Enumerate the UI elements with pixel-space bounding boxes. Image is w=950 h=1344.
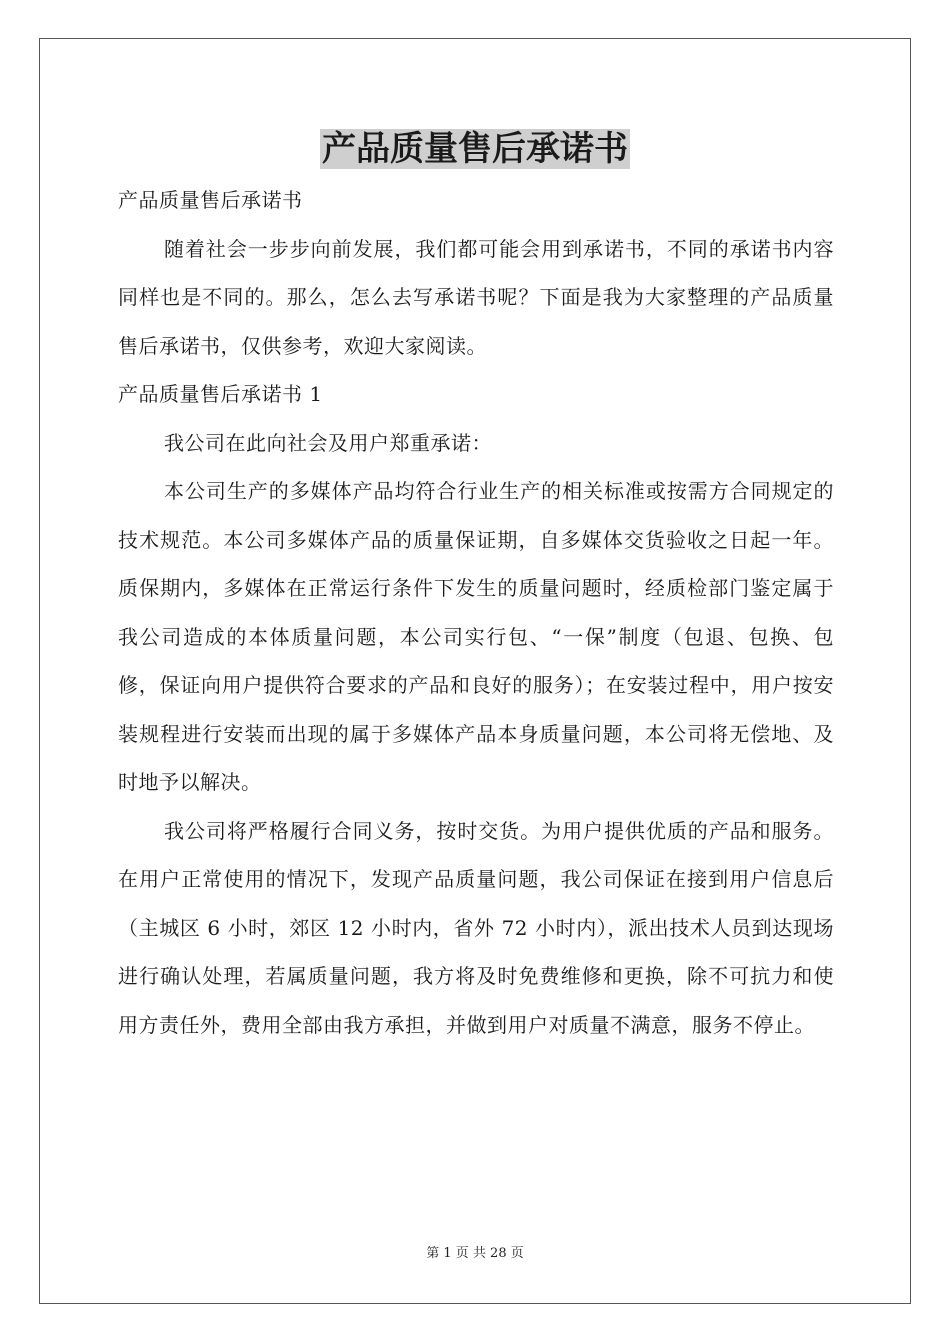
paragraph-section-heading: 产品质量售后承诺书 1 bbox=[118, 382, 323, 406]
paragraph-service-response: 我公司将严格履行合同义务，按时交货。为用户提供优质的产品和服务。在用户正常使用的情况下，发现产品质量问题，我公司保证在接到用户信息后（主城区 6 小时，郊区 12 小时内，省外 72 小时内），派出技术人员到达现场进行确认处理，若属质量问题，我方将及时免费维修和更换，除不可抗力和使用方责任外，费用全部由我方承担，并做到用户对质量不满意，服务不停止。 bbox=[118, 818, 834, 1037]
title-text: 产品质量售后承诺书 bbox=[322, 129, 628, 169]
paragraph-subtitle: 产品质量售后承诺书 bbox=[118, 188, 303, 212]
document-body bbox=[118, 176, 834, 1049]
page-footer bbox=[0, 1244, 950, 1264]
paragraph-pledge-opening: 我公司在此向社会及用户郑重承诺： bbox=[164, 430, 492, 455]
document-title bbox=[0, 124, 950, 174]
page-number: 第 1 页 共 28 页 bbox=[426, 1246, 524, 1261]
paragraph-intro: 随着社会一步步向前发展，我们都可能会用到承诺书，不同的承诺书内容同样也是不同的。那么，怎么去写承诺书呢？下面是我为大家整理的产品质量售后承诺书，仅供参考，欢迎大家阅读。 bbox=[118, 236, 834, 358]
paragraph-quality-warranty: 本公司生产的多媒体产品均符合行业生产的相关标准或按需方合同规定的技术规范。本公司多媒体产品的质量保证期，自多媒体交货验收之日起一年。质保期内，多媒体在正常运行条件下发生的质量问题时，经质检部门鉴定属于我公司造成的本体质量问题，本公司实行包、“一保”制度（包退、包换、包修，保证向用户提供符合要求的产品和良好的服务）；在安装过程中，用户按安装规程进行安装而出现的属于多媒体产品本身质量问题，本公司将无偿地、及时地予以解决。 bbox=[118, 479, 834, 794]
